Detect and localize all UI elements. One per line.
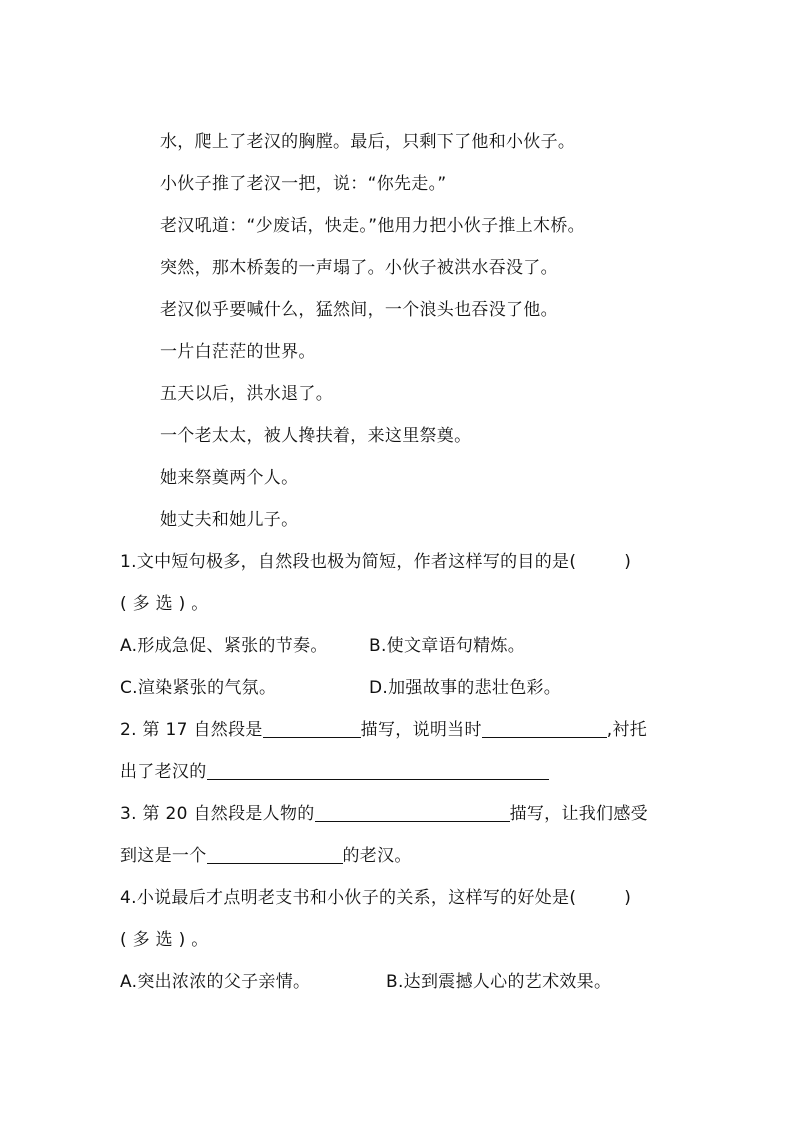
paren-close: ) xyxy=(624,888,632,908)
story-line-9: 她来祭奠两个人。 xyxy=(160,468,299,488)
story-line-5: 老汉似乎要喊什么，猛然间，一个浪头也吞没了他。 xyxy=(160,300,558,320)
question-2-text-4: 出了老汉的 xyxy=(120,762,207,782)
option-b[interactable]: B.使文章语句精炼。 xyxy=(369,636,526,656)
fill-blank-5[interactable] xyxy=(207,845,343,864)
question-4-text: 4.小说最后才点明老支书和小伙子的关系，这样写的好处是( xyxy=(120,888,577,908)
option-c[interactable]: C.渲染紧张的气氛。 xyxy=(120,678,277,698)
question-4-multi-select-note: ( 多 选 ) 。 xyxy=(120,930,209,950)
story-line-3: 老汉吼道：“少废话，快走。”他用力把小伙子推上木桥。 xyxy=(160,216,585,236)
story-line-2: 小伙子推了老汉一把，说：“你先走。” xyxy=(160,174,447,194)
option-a[interactable]: A.形成急促、紧张的节奏。 xyxy=(120,636,328,656)
question-3-line-2 xyxy=(120,845,412,867)
question-3-text-2: 描写，让我们感受 xyxy=(509,804,648,824)
story-line-8: 一个老太太，被人搀扶着，来这里祭奠。 xyxy=(160,426,472,446)
question-4-stem xyxy=(120,887,631,909)
story-line-6: 一片白茫茫的世界。 xyxy=(160,342,316,362)
question-3-text-1: 3. 第 20 自然段是人物的 xyxy=(120,804,315,824)
question-3-line-1 xyxy=(120,803,648,825)
fill-blank-2[interactable] xyxy=(482,719,607,738)
question-2-text-3: ,衬托 xyxy=(606,720,648,740)
question-1-stem xyxy=(120,551,631,573)
question-1-multi-select-note: ( 多 选 ) 。 xyxy=(120,594,209,614)
question-3-text-4: 的老汉。 xyxy=(342,846,412,866)
question-4-options-row-1 xyxy=(120,971,612,993)
story-line-7: 五天以后，洪水退了。 xyxy=(160,384,333,404)
story-line-10: 她丈夫和她儿子。 xyxy=(160,510,299,530)
story-line-1: 水，爬上了老汉的胸膛。最后，只剩下了他和小伙子。 xyxy=(160,132,576,152)
question-2-line-1 xyxy=(120,719,647,741)
option-b[interactable]: B.达到震撼人心的艺术效果。 xyxy=(386,972,612,992)
fill-blank-1[interactable] xyxy=(263,719,361,738)
question-1-text: 1.文中短句极多，自然段也极为简短，作者这样写的目的是( xyxy=(120,552,577,572)
question-2-text-1: 2. 第 17 自然段是 xyxy=(120,720,263,740)
question-3-text-3: 到这是一个 xyxy=(120,846,207,866)
question-2-text-2: 描写，说明当时 xyxy=(360,720,482,740)
question-1-options-row-2 xyxy=(120,677,562,699)
fill-blank-4[interactable] xyxy=(315,803,510,822)
option-a[interactable]: A.突出浓浓的父子亲情。 xyxy=(120,972,311,992)
fill-blank-3[interactable] xyxy=(207,761,549,780)
question-2-line-2 xyxy=(120,761,549,783)
story-line-4: 突然，那木桥轰的一声塌了。小伙子被洪水吞没了。 xyxy=(160,258,558,278)
option-d[interactable]: D.加强故事的悲壮色彩。 xyxy=(369,678,562,698)
question-1-options-row-1 xyxy=(120,635,526,657)
paren-close: ) xyxy=(624,552,632,572)
